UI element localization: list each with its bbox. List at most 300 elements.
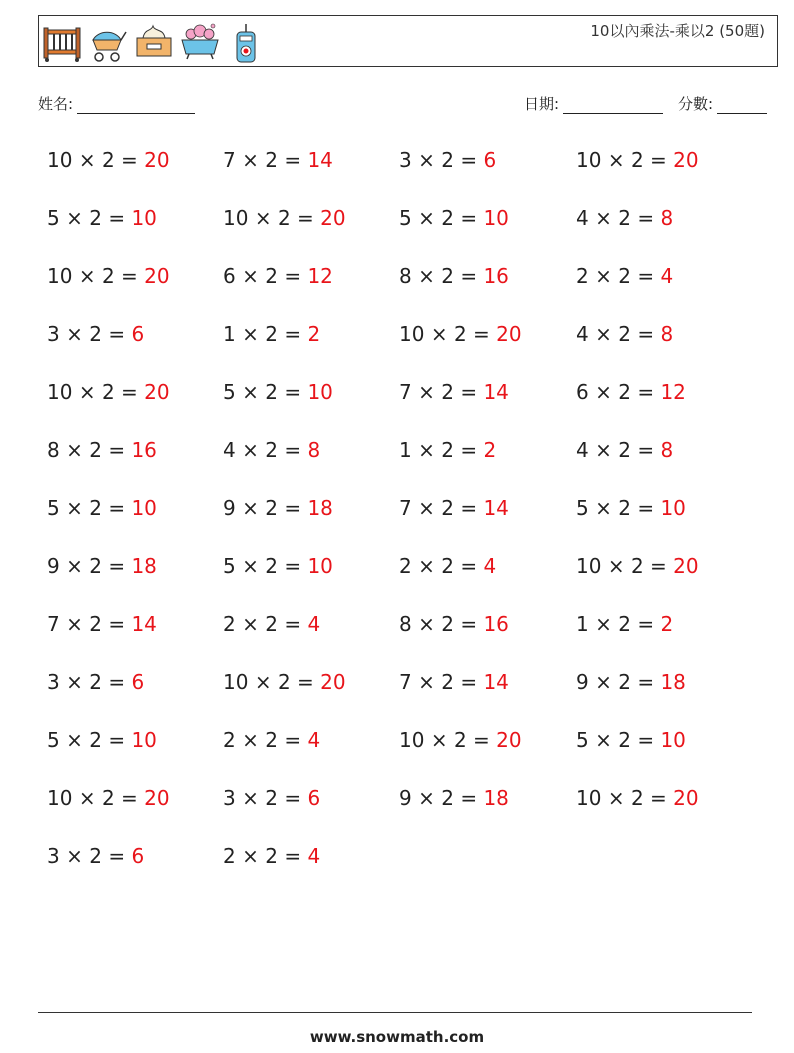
operand-a: 3 [399, 148, 412, 172]
operand-a: 5 [223, 554, 236, 578]
problem-item [223, 261, 399, 319]
times-sign: × [242, 612, 259, 636]
date-label: 日期: [524, 95, 560, 113]
operand-a: 3 [47, 844, 60, 868]
answer: 14 [131, 612, 157, 636]
problem-item [223, 377, 399, 435]
operand-b: 2 [265, 786, 278, 810]
operand-b: 2 [441, 148, 454, 172]
equals-sign: = [460, 786, 478, 810]
operand-a: 9 [223, 496, 236, 520]
problem-item [576, 203, 757, 261]
answer: 14 [307, 148, 333, 172]
tissue-box-icon [133, 20, 175, 64]
times-sign: × [418, 554, 435, 578]
operand-b: 2 [441, 264, 454, 288]
equals-sign: = [284, 380, 302, 404]
operand-b: 2 [441, 612, 454, 636]
equals-sign: = [297, 670, 314, 694]
times-sign: × [66, 322, 83, 346]
answer: 10 [483, 206, 509, 230]
problem-item [223, 145, 399, 203]
operand-b: 2 [630, 786, 644, 810]
operand-a: 5 [399, 206, 412, 230]
times-sign: × [418, 380, 435, 404]
answer: 14 [483, 380, 509, 404]
equals-sign: = [284, 148, 302, 172]
operand-b: 2 [618, 264, 631, 288]
equals-sign: = [637, 728, 655, 752]
answer: 16 [483, 264, 509, 288]
operand-a: 7 [399, 380, 412, 404]
answer: 6 [131, 844, 145, 868]
answer: 20 [673, 554, 699, 578]
equals-sign: = [637, 380, 655, 404]
operand-b: 2 [618, 438, 631, 462]
operand-b: 2 [101, 264, 115, 288]
operand-a: 10 [576, 148, 602, 172]
operand-b: 2 [441, 380, 454, 404]
operand-a: 10 [399, 322, 425, 346]
equals-sign: = [284, 612, 302, 636]
answer: 6 [307, 786, 321, 810]
operand-a: 1 [399, 438, 412, 462]
equals-sign: = [637, 322, 655, 346]
times-sign: × [66, 612, 83, 636]
problem-item [576, 261, 757, 319]
answer: 4 [660, 264, 674, 288]
equals-sign: = [121, 380, 138, 404]
answer: 20 [144, 380, 170, 404]
operand-b: 2 [277, 206, 291, 230]
answer: 6 [131, 322, 145, 346]
baby-stroller-icon [87, 20, 129, 64]
worksheet-header [38, 15, 778, 67]
problem-item [47, 551, 223, 609]
answer: 10 [131, 728, 157, 752]
equals-sign: = [460, 438, 478, 462]
answer: 8 [660, 438, 674, 462]
equals-sign: = [284, 786, 302, 810]
operand-b: 2 [89, 728, 102, 752]
problem-item [47, 609, 223, 667]
answer: 18 [483, 786, 509, 810]
operand-a: 5 [576, 496, 589, 520]
operand-a: 2 [576, 264, 589, 288]
answer: 20 [496, 322, 522, 346]
equals-sign: = [284, 554, 302, 578]
answer: 10 [307, 554, 333, 578]
equals-sign: = [460, 380, 478, 404]
problem-item [47, 377, 223, 435]
equals-sign: = [473, 728, 490, 752]
operand-a: 2 [399, 554, 412, 578]
times-sign: × [595, 728, 612, 752]
times-sign: × [418, 496, 435, 520]
times-sign: × [78, 380, 96, 404]
problem-item [399, 145, 576, 203]
operand-a: 10 [47, 264, 73, 288]
operand-a: 4 [576, 206, 589, 230]
operand-b: 2 [618, 728, 631, 752]
operand-b: 2 [441, 496, 454, 520]
problem-item [47, 203, 223, 261]
equals-sign: = [284, 728, 302, 752]
times-sign: × [430, 728, 448, 752]
answer: 10 [660, 728, 686, 752]
equals-sign: = [121, 264, 138, 288]
problem-item [47, 667, 223, 725]
answer: 18 [131, 554, 157, 578]
operand-a: 4 [223, 438, 236, 462]
operand-a: 10 [399, 728, 425, 752]
date-blank-line [563, 97, 663, 114]
problem-item [47, 145, 223, 203]
times-sign: × [66, 844, 83, 868]
operand-a: 9 [47, 554, 60, 578]
equals-sign: = [637, 670, 655, 694]
equals-sign: = [460, 496, 478, 520]
equals-sign: = [284, 496, 302, 520]
problem-item [576, 783, 757, 841]
problem-item [399, 435, 576, 493]
operand-a: 2 [223, 728, 236, 752]
problem-item [223, 783, 399, 841]
equals-sign: = [108, 670, 126, 694]
score-label: 分數: [678, 95, 714, 113]
crib-icon [41, 20, 83, 64]
problem-item [399, 783, 576, 841]
answer: 12 [660, 380, 686, 404]
problem-item [576, 377, 757, 435]
times-sign: × [242, 786, 259, 810]
problem-item [223, 551, 399, 609]
answer: 4 [483, 554, 497, 578]
answer: 12 [307, 264, 333, 288]
operand-b: 2 [277, 670, 291, 694]
equals-sign: = [637, 206, 655, 230]
answer: 8 [307, 438, 321, 462]
operand-b: 2 [630, 554, 644, 578]
equals-sign: = [108, 438, 126, 462]
operand-a: 4 [576, 438, 589, 462]
times-sign: × [418, 148, 435, 172]
times-sign: × [66, 670, 83, 694]
answer: 16 [131, 438, 157, 462]
times-sign: × [78, 264, 96, 288]
problem-item [399, 377, 576, 435]
equals-sign: = [108, 496, 126, 520]
problem-item [223, 319, 399, 377]
name-label: 姓名: [38, 95, 74, 113]
times-sign: × [595, 264, 612, 288]
answer: 4 [307, 844, 321, 868]
operand-a: 7 [223, 148, 236, 172]
answer: 20 [144, 786, 170, 810]
answer: 10 [307, 380, 333, 404]
operand-b: 2 [265, 496, 278, 520]
times-sign: × [595, 670, 612, 694]
problem-item [223, 667, 399, 725]
answer: 20 [320, 206, 346, 230]
operand-b: 2 [101, 148, 115, 172]
times-sign: × [78, 786, 96, 810]
times-sign: × [242, 496, 259, 520]
equals-sign: = [121, 148, 138, 172]
problem-item [576, 493, 757, 551]
answer: 20 [144, 148, 170, 172]
problem-item [576, 145, 757, 203]
problem-item [47, 435, 223, 493]
problem-item [223, 609, 399, 667]
answer: 18 [307, 496, 333, 520]
answer: 18 [660, 670, 686, 694]
operand-b: 2 [618, 612, 631, 636]
times-sign: × [595, 322, 612, 346]
header-icons [41, 20, 267, 64]
operand-a: 8 [47, 438, 60, 462]
operand-b: 2 [89, 612, 102, 636]
problem-item [223, 725, 399, 783]
equals-sign: = [473, 322, 490, 346]
operand-a: 2 [223, 844, 236, 868]
equals-sign: = [460, 264, 478, 288]
operand-b: 2 [441, 438, 454, 462]
equals-sign: = [650, 786, 667, 810]
answer: 10 [131, 206, 157, 230]
equals-sign: = [460, 148, 478, 172]
times-sign: × [254, 670, 272, 694]
operand-b: 2 [265, 380, 278, 404]
answer: 10 [131, 496, 157, 520]
operand-b: 2 [618, 206, 631, 230]
operand-a: 10 [223, 206, 249, 230]
operand-b: 2 [89, 670, 102, 694]
problem-item [399, 551, 576, 609]
operand-b: 2 [265, 844, 278, 868]
answer: 20 [320, 670, 346, 694]
operand-a: 10 [47, 148, 73, 172]
operand-b: 2 [441, 786, 454, 810]
answer: 20 [673, 148, 699, 172]
equals-sign: = [284, 438, 302, 462]
problem-item [47, 783, 223, 841]
equals-sign: = [284, 844, 302, 868]
operand-a: 10 [576, 786, 602, 810]
baby-monitor-icon [225, 20, 267, 64]
operand-b: 2 [265, 554, 278, 578]
times-sign: × [418, 612, 435, 636]
problem-item [399, 667, 576, 725]
times-sign: × [242, 438, 259, 462]
operand-b: 2 [265, 264, 278, 288]
problem-grid [47, 145, 757, 899]
times-sign: × [418, 670, 435, 694]
problem-item [47, 493, 223, 551]
operand-b: 2 [441, 670, 454, 694]
score-blank-line [717, 97, 767, 114]
answer: 2 [483, 438, 497, 462]
operand-a: 5 [47, 496, 60, 520]
equals-sign: = [108, 322, 126, 346]
operand-b: 2 [89, 206, 102, 230]
equals-sign: = [650, 148, 667, 172]
answer: 16 [483, 612, 509, 636]
operand-a: 5 [47, 206, 60, 230]
operand-b: 2 [265, 728, 278, 752]
times-sign: × [418, 786, 435, 810]
worksheet-title: 10以內乘法-乘以2 (50題) [590, 22, 765, 40]
times-sign: × [418, 438, 435, 462]
problem-item [576, 609, 757, 667]
operand-b: 2 [89, 438, 102, 462]
operand-b: 2 [453, 728, 467, 752]
operand-b: 2 [101, 380, 115, 404]
times-sign: × [66, 554, 83, 578]
equals-sign: = [460, 554, 478, 578]
answer: 14 [483, 496, 509, 520]
times-sign: × [595, 380, 612, 404]
operand-b: 2 [89, 554, 102, 578]
operand-a: 10 [47, 380, 73, 404]
operand-b: 2 [89, 496, 102, 520]
problem-item [399, 261, 576, 319]
operand-b: 2 [89, 322, 102, 346]
operand-b: 2 [101, 786, 115, 810]
operand-a: 5 [47, 728, 60, 752]
times-sign: × [595, 438, 612, 462]
equals-sign: = [108, 206, 126, 230]
operand-a: 7 [47, 612, 60, 636]
operand-b: 2 [618, 322, 631, 346]
operand-b: 2 [265, 322, 278, 346]
answer: 14 [483, 670, 509, 694]
operand-a: 9 [399, 786, 412, 810]
operand-a: 6 [576, 380, 589, 404]
times-sign: × [242, 728, 259, 752]
operand-b: 2 [618, 496, 631, 520]
operand-b: 2 [441, 206, 454, 230]
operand-a: 3 [47, 670, 60, 694]
operand-a: 3 [47, 322, 60, 346]
times-sign: × [418, 206, 435, 230]
equals-sign: = [637, 612, 655, 636]
operand-a: 7 [399, 496, 412, 520]
operand-a: 1 [223, 322, 236, 346]
times-sign: × [595, 612, 612, 636]
problem-item [47, 841, 223, 899]
operand-a: 7 [399, 670, 412, 694]
equals-sign: = [108, 844, 126, 868]
times-sign: × [607, 148, 625, 172]
bath-tub-icon [179, 20, 221, 64]
times-sign: × [78, 148, 96, 172]
operand-a: 5 [576, 728, 589, 752]
operand-b: 2 [89, 844, 102, 868]
operand-a: 3 [223, 786, 236, 810]
equals-sign: = [637, 264, 655, 288]
answer: 20 [496, 728, 522, 752]
equals-sign: = [284, 322, 302, 346]
times-sign: × [66, 728, 83, 752]
equals-sign: = [108, 612, 126, 636]
footer-divider [38, 1012, 752, 1013]
problem-item [47, 261, 223, 319]
operand-b: 2 [453, 322, 467, 346]
answer: 4 [307, 612, 321, 636]
score-field [678, 93, 767, 114]
times-sign: × [595, 206, 612, 230]
times-sign: × [242, 148, 259, 172]
answer: 6 [131, 670, 145, 694]
problem-item [223, 493, 399, 551]
problem-item [576, 551, 757, 609]
problem-item [223, 841, 399, 899]
problem-item [576, 667, 757, 725]
answer: 4 [307, 728, 321, 752]
answer: 20 [144, 264, 170, 288]
answer: 8 [660, 322, 674, 346]
operand-a: 2 [223, 612, 236, 636]
times-sign: × [66, 496, 83, 520]
operand-a: 10 [223, 670, 249, 694]
problem-item [399, 609, 576, 667]
answer: 6 [483, 148, 497, 172]
date-field [524, 93, 663, 114]
operand-b: 2 [618, 380, 631, 404]
answer: 20 [673, 786, 699, 810]
times-sign: × [242, 264, 259, 288]
times-sign: × [66, 206, 83, 230]
operand-b: 2 [618, 670, 631, 694]
times-sign: × [607, 554, 625, 578]
problem-item [223, 203, 399, 261]
name-field [38, 93, 195, 114]
times-sign: × [242, 554, 259, 578]
answer: 2 [660, 612, 674, 636]
problem-item [399, 725, 576, 783]
problem-item [47, 319, 223, 377]
operand-b: 2 [441, 554, 454, 578]
equals-sign: = [460, 206, 478, 230]
times-sign: × [595, 496, 612, 520]
operand-a: 6 [223, 264, 236, 288]
operand-a: 9 [576, 670, 589, 694]
times-sign: × [66, 438, 83, 462]
times-sign: × [607, 786, 625, 810]
equals-sign: = [460, 612, 478, 636]
operand-b: 2 [630, 148, 644, 172]
operand-a: 10 [576, 554, 602, 578]
equals-sign: = [637, 438, 655, 462]
operand-a: 8 [399, 612, 412, 636]
times-sign: × [242, 322, 259, 346]
equals-sign: = [650, 554, 667, 578]
equals-sign: = [284, 264, 302, 288]
operand-a: 4 [576, 322, 589, 346]
operand-b: 2 [265, 612, 278, 636]
operand-b: 2 [265, 148, 278, 172]
operand-a: 1 [576, 612, 589, 636]
problem-item [399, 203, 576, 261]
equals-sign: = [637, 496, 655, 520]
answer: 10 [660, 496, 686, 520]
equals-sign: = [297, 206, 314, 230]
answer: 8 [660, 206, 674, 230]
operand-a: 8 [399, 264, 412, 288]
answer: 2 [307, 322, 321, 346]
times-sign: × [254, 206, 272, 230]
